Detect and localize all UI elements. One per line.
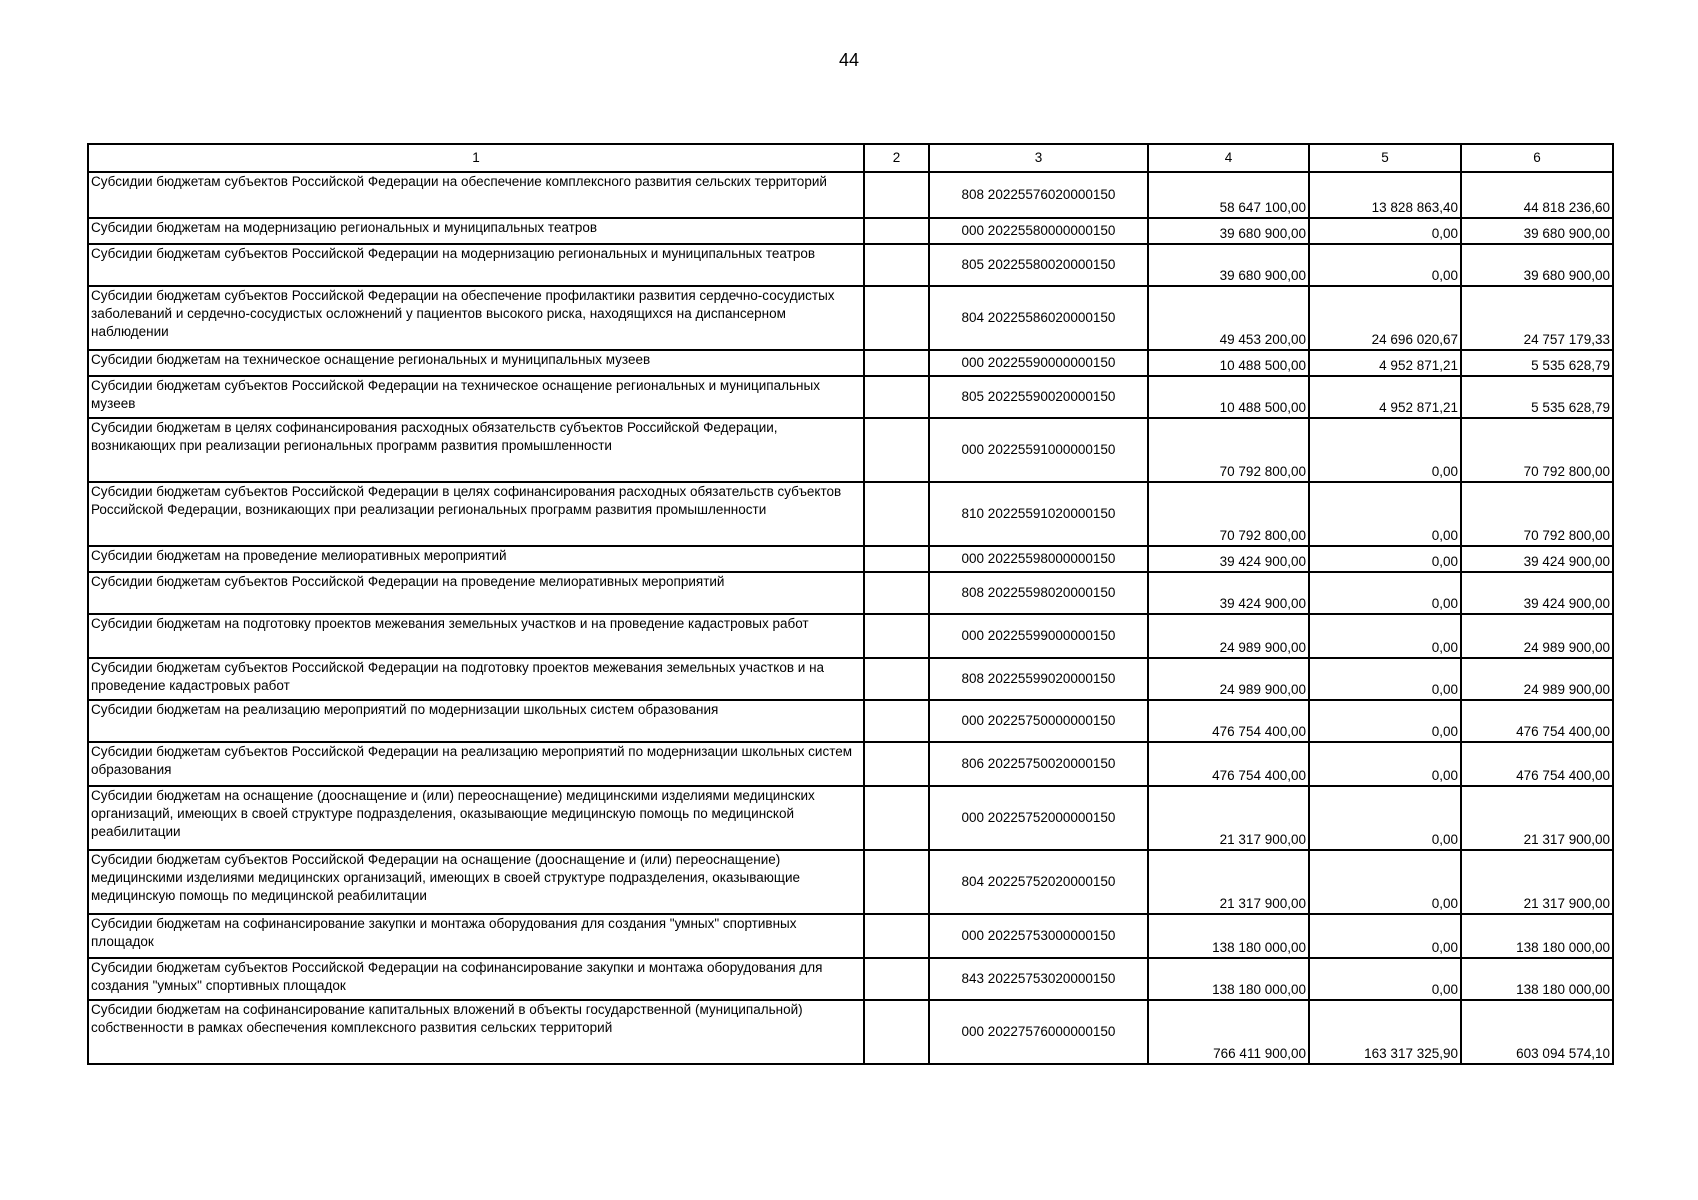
item-name: Субсидии бюджетам субъектов Российской Федерации на обеспечение комплексного развития сельских территорий	[88, 172, 864, 218]
header-cell-5: 5	[1309, 144, 1461, 172]
item-col4-value: 39 424 900,00	[1148, 546, 1309, 572]
item-col5-value: 0,00	[1309, 482, 1461, 546]
item-col4-value: 10 488 500,00	[1148, 350, 1309, 376]
table-row	[88, 614, 1613, 658]
item-col5-value: 0,00	[1309, 958, 1461, 1000]
table-row	[88, 350, 1613, 376]
header-cell-6: 6	[1461, 144, 1613, 172]
item-col4-value: 39 680 900,00	[1148, 218, 1309, 244]
item-code: 843 20225753020000150	[929, 958, 1148, 1000]
item-col6-value: 138 180 000,00	[1461, 914, 1613, 958]
item-code: 000 20227576000000150	[929, 1000, 1148, 1064]
item-col2	[864, 958, 929, 1000]
item-col4-value: 24 989 900,00	[1148, 658, 1309, 700]
table-row	[88, 244, 1613, 286]
item-col4-value: 766 411 900,00	[1148, 1000, 1309, 1064]
item-code: 804 20225752020000150	[929, 850, 1148, 914]
budget-table	[87, 143, 1614, 1065]
item-col6-value: 70 792 800,00	[1461, 418, 1613, 482]
item-name: Субсидии бюджетам субъектов Российской Федерации на софинансирование закупки и монтажа оборудования для создания "умных" спортивных площадок	[88, 958, 864, 1000]
item-code: 808 20225598020000150	[929, 572, 1148, 614]
item-col4-value: 10 488 500,00	[1148, 376, 1309, 418]
header-cell-1: 1	[88, 144, 864, 172]
item-col5-value: 0,00	[1309, 786, 1461, 850]
item-col6-value: 5 535 628,79	[1461, 376, 1613, 418]
item-code: 000 20225599000000150	[929, 614, 1148, 658]
item-code: 808 20225599020000150	[929, 658, 1148, 700]
item-col2	[864, 244, 929, 286]
item-col5-value: 0,00	[1309, 418, 1461, 482]
item-col4-value: 70 792 800,00	[1148, 418, 1309, 482]
item-col2	[864, 350, 929, 376]
item-col4-value: 39 680 900,00	[1148, 244, 1309, 286]
item-col4-value: 21 317 900,00	[1148, 786, 1309, 850]
table-row	[88, 286, 1613, 350]
item-col2	[864, 658, 929, 700]
table-row	[88, 658, 1613, 700]
item-name: Субсидии бюджетам субъектов Российской Федерации на оснащение (дооснащение и (или) переоснащение) медицинскими изделиями медицинских организаций, имеющих в своей структуре подразделения, оказывающие медицинскую помощь по медицинской реабилитации	[88, 850, 864, 914]
item-name: Субсидии бюджетам субъектов Российской Федерации на подготовку проектов межевания земельных участков и на проведение кадастровых работ	[88, 658, 864, 700]
item-col2	[864, 376, 929, 418]
item-col6-value: 39 424 900,00	[1461, 572, 1613, 614]
item-code: 805 20225590020000150	[929, 376, 1148, 418]
table-row	[88, 572, 1613, 614]
item-col5-value: 0,00	[1309, 244, 1461, 286]
item-col2	[864, 172, 929, 218]
item-col6-value: 21 317 900,00	[1461, 786, 1613, 850]
item-col4-value: 21 317 900,00	[1148, 850, 1309, 914]
item-col2	[864, 418, 929, 482]
item-col4-value: 476 754 400,00	[1148, 742, 1309, 786]
item-col6-value: 21 317 900,00	[1461, 850, 1613, 914]
item-col6-value: 476 754 400,00	[1461, 742, 1613, 786]
item-name: Субсидии бюджетам на подготовку проектов межевания земельных участков и на проведение кадастровых работ	[88, 614, 864, 658]
item-code: 804 20225586020000150	[929, 286, 1148, 350]
item-col4-value: 24 989 900,00	[1148, 614, 1309, 658]
item-code: 000 20225750000000150	[929, 700, 1148, 742]
item-col2	[864, 482, 929, 546]
header-cell-2: 2	[864, 144, 929, 172]
item-col5-value: 0,00	[1309, 914, 1461, 958]
item-code: 000 20225752000000150	[929, 786, 1148, 850]
item-col6-value: 39 680 900,00	[1461, 218, 1613, 244]
header-cell-3: 3	[929, 144, 1148, 172]
item-col6-value: 70 792 800,00	[1461, 482, 1613, 546]
item-col4-value: 49 453 200,00	[1148, 286, 1309, 350]
item-col2	[864, 742, 929, 786]
item-col5-value: 4 952 871,21	[1309, 376, 1461, 418]
item-code: 000 20225591000000150	[929, 418, 1148, 482]
item-col2	[864, 1000, 929, 1064]
item-name: Субсидии бюджетам субъектов Российской Федерации на техническое оснащение региональных и муниципальных музеев	[88, 376, 864, 418]
item-name: Субсидии бюджетам субъектов Российской Федерации на обеспечение профилактики развития сердечно-сосудистых заболеваний и сердечно-сосудистых осложнений у пациентов высокого риска, находящихся на диспансерном наблюдении	[88, 286, 864, 350]
table-row	[88, 546, 1613, 572]
item-code: 000 20225598000000150	[929, 546, 1148, 572]
item-name: Субсидии бюджетам субъектов Российской Федерации на проведение мелиоративных мероприятий	[88, 572, 864, 614]
item-col6-value: 5 535 628,79	[1461, 350, 1613, 376]
item-col5-value: 163 317 325,90	[1309, 1000, 1461, 1064]
item-code: 000 20225580000000150	[929, 218, 1148, 244]
item-col5-value: 4 952 871,21	[1309, 350, 1461, 376]
item-col2	[864, 572, 929, 614]
item-col4-value: 39 424 900,00	[1148, 572, 1309, 614]
item-col6-value: 603 094 574,10	[1461, 1000, 1613, 1064]
item-col2	[864, 850, 929, 914]
table-row	[88, 958, 1613, 1000]
item-col5-value: 0,00	[1309, 658, 1461, 700]
item-code: 000 20225753000000150	[929, 914, 1148, 958]
page-number: 44	[838, 50, 860, 70]
header-row	[88, 144, 1613, 172]
item-col2	[864, 546, 929, 572]
item-col4-value: 58 647 100,00	[1148, 172, 1309, 218]
table-row	[88, 742, 1613, 786]
item-col6-value: 24 989 900,00	[1461, 614, 1613, 658]
item-col2	[864, 614, 929, 658]
item-name: Субсидии бюджетам субъектов Российской Федерации на модернизацию региональных и муниципальных театров	[88, 244, 864, 286]
item-col6-value: 39 424 900,00	[1461, 546, 1613, 572]
item-col4-value: 138 180 000,00	[1148, 914, 1309, 958]
item-name: Субсидии бюджетам на софинансирование капитальных вложений в объекты государственной (муниципальной) собственности в рамках обеспечения комплексного развития сельских территорий	[88, 1000, 864, 1064]
item-code: 810 20225591020000150	[929, 482, 1148, 546]
table-row	[88, 418, 1613, 482]
item-col6-value: 44 818 236,60	[1461, 172, 1613, 218]
item-col6-value: 39 680 900,00	[1461, 244, 1613, 286]
item-code: 000 20225590000000150	[929, 350, 1148, 376]
item-col5-value: 0,00	[1309, 572, 1461, 614]
table-row	[88, 218, 1613, 244]
item-col5-value: 0,00	[1309, 850, 1461, 914]
header-cell-4: 4	[1148, 144, 1309, 172]
item-name: Субсидии бюджетам на проведение мелиоративных мероприятий	[88, 546, 864, 572]
table-row	[88, 172, 1613, 218]
item-col6-value: 24 757 179,33	[1461, 286, 1613, 350]
item-name: Субсидии бюджетам в целях софинансирования расходных обязательств субъектов Российской Федерации, возникающих при реализации региональных программ развития промышленности	[88, 418, 864, 482]
item-name: Субсидии бюджетам субъектов Российской Федерации в целях софинансирования расходных обязательств субъектов Российской Федерации, возникающих при реализации региональных программ развития промышленности	[88, 482, 864, 546]
item-col4-value: 138 180 000,00	[1148, 958, 1309, 1000]
item-col6-value: 138 180 000,00	[1461, 958, 1613, 1000]
item-col4-value: 476 754 400,00	[1148, 700, 1309, 742]
item-name: Субсидии бюджетам на модернизацию региональных и муниципальных театров	[88, 218, 864, 244]
item-name: Субсидии бюджетам на оснащение (дооснащение и (или) переоснащение) медицинскими изделиями медицинских организаций, имеющих в своей структуре подразделения, оказывающие медицинскую помощь по медицинской реабилитации	[88, 786, 864, 850]
item-col5-value: 0,00	[1309, 546, 1461, 572]
item-col5-value: 0,00	[1309, 218, 1461, 244]
item-col5-value: 0,00	[1309, 742, 1461, 786]
item-col5-value: 0,00	[1309, 614, 1461, 658]
item-name: Субсидии бюджетам на техническое оснащение региональных и муниципальных музеев	[88, 350, 864, 376]
table-row	[88, 700, 1613, 742]
item-code: 805 20225580020000150	[929, 244, 1148, 286]
item-code: 806 20225750020000150	[929, 742, 1148, 786]
item-name: Субсидии бюджетам субъектов Российской Федерации на реализацию мероприятий по модернизации школьных систем образования	[88, 742, 864, 786]
item-col5-value: 24 696 020,67	[1309, 286, 1461, 350]
table-row	[88, 850, 1613, 914]
item-col6-value: 476 754 400,00	[1461, 700, 1613, 742]
item-col4-value: 70 792 800,00	[1148, 482, 1309, 546]
item-name: Субсидии бюджетам на софинансирование закупки и монтажа оборудования для создания "умных" спортивных площадок	[88, 914, 864, 958]
item-col2	[864, 700, 929, 742]
item-name: Субсидии бюджетам на реализацию мероприятий по модернизации школьных систем образования	[88, 700, 864, 742]
item-col5-value: 13 828 863,40	[1309, 172, 1461, 218]
item-code: 808 20225576020000150	[929, 172, 1148, 218]
item-col6-value: 24 989 900,00	[1461, 658, 1613, 700]
item-col5-value: 0,00	[1309, 700, 1461, 742]
item-col2	[864, 786, 929, 850]
item-col2	[864, 218, 929, 244]
item-col2	[864, 286, 929, 350]
table-row	[88, 376, 1613, 418]
item-col2	[864, 914, 929, 958]
table-row	[88, 1000, 1613, 1064]
table-row	[88, 786, 1613, 850]
table-row	[88, 482, 1613, 546]
table-row	[88, 914, 1613, 958]
